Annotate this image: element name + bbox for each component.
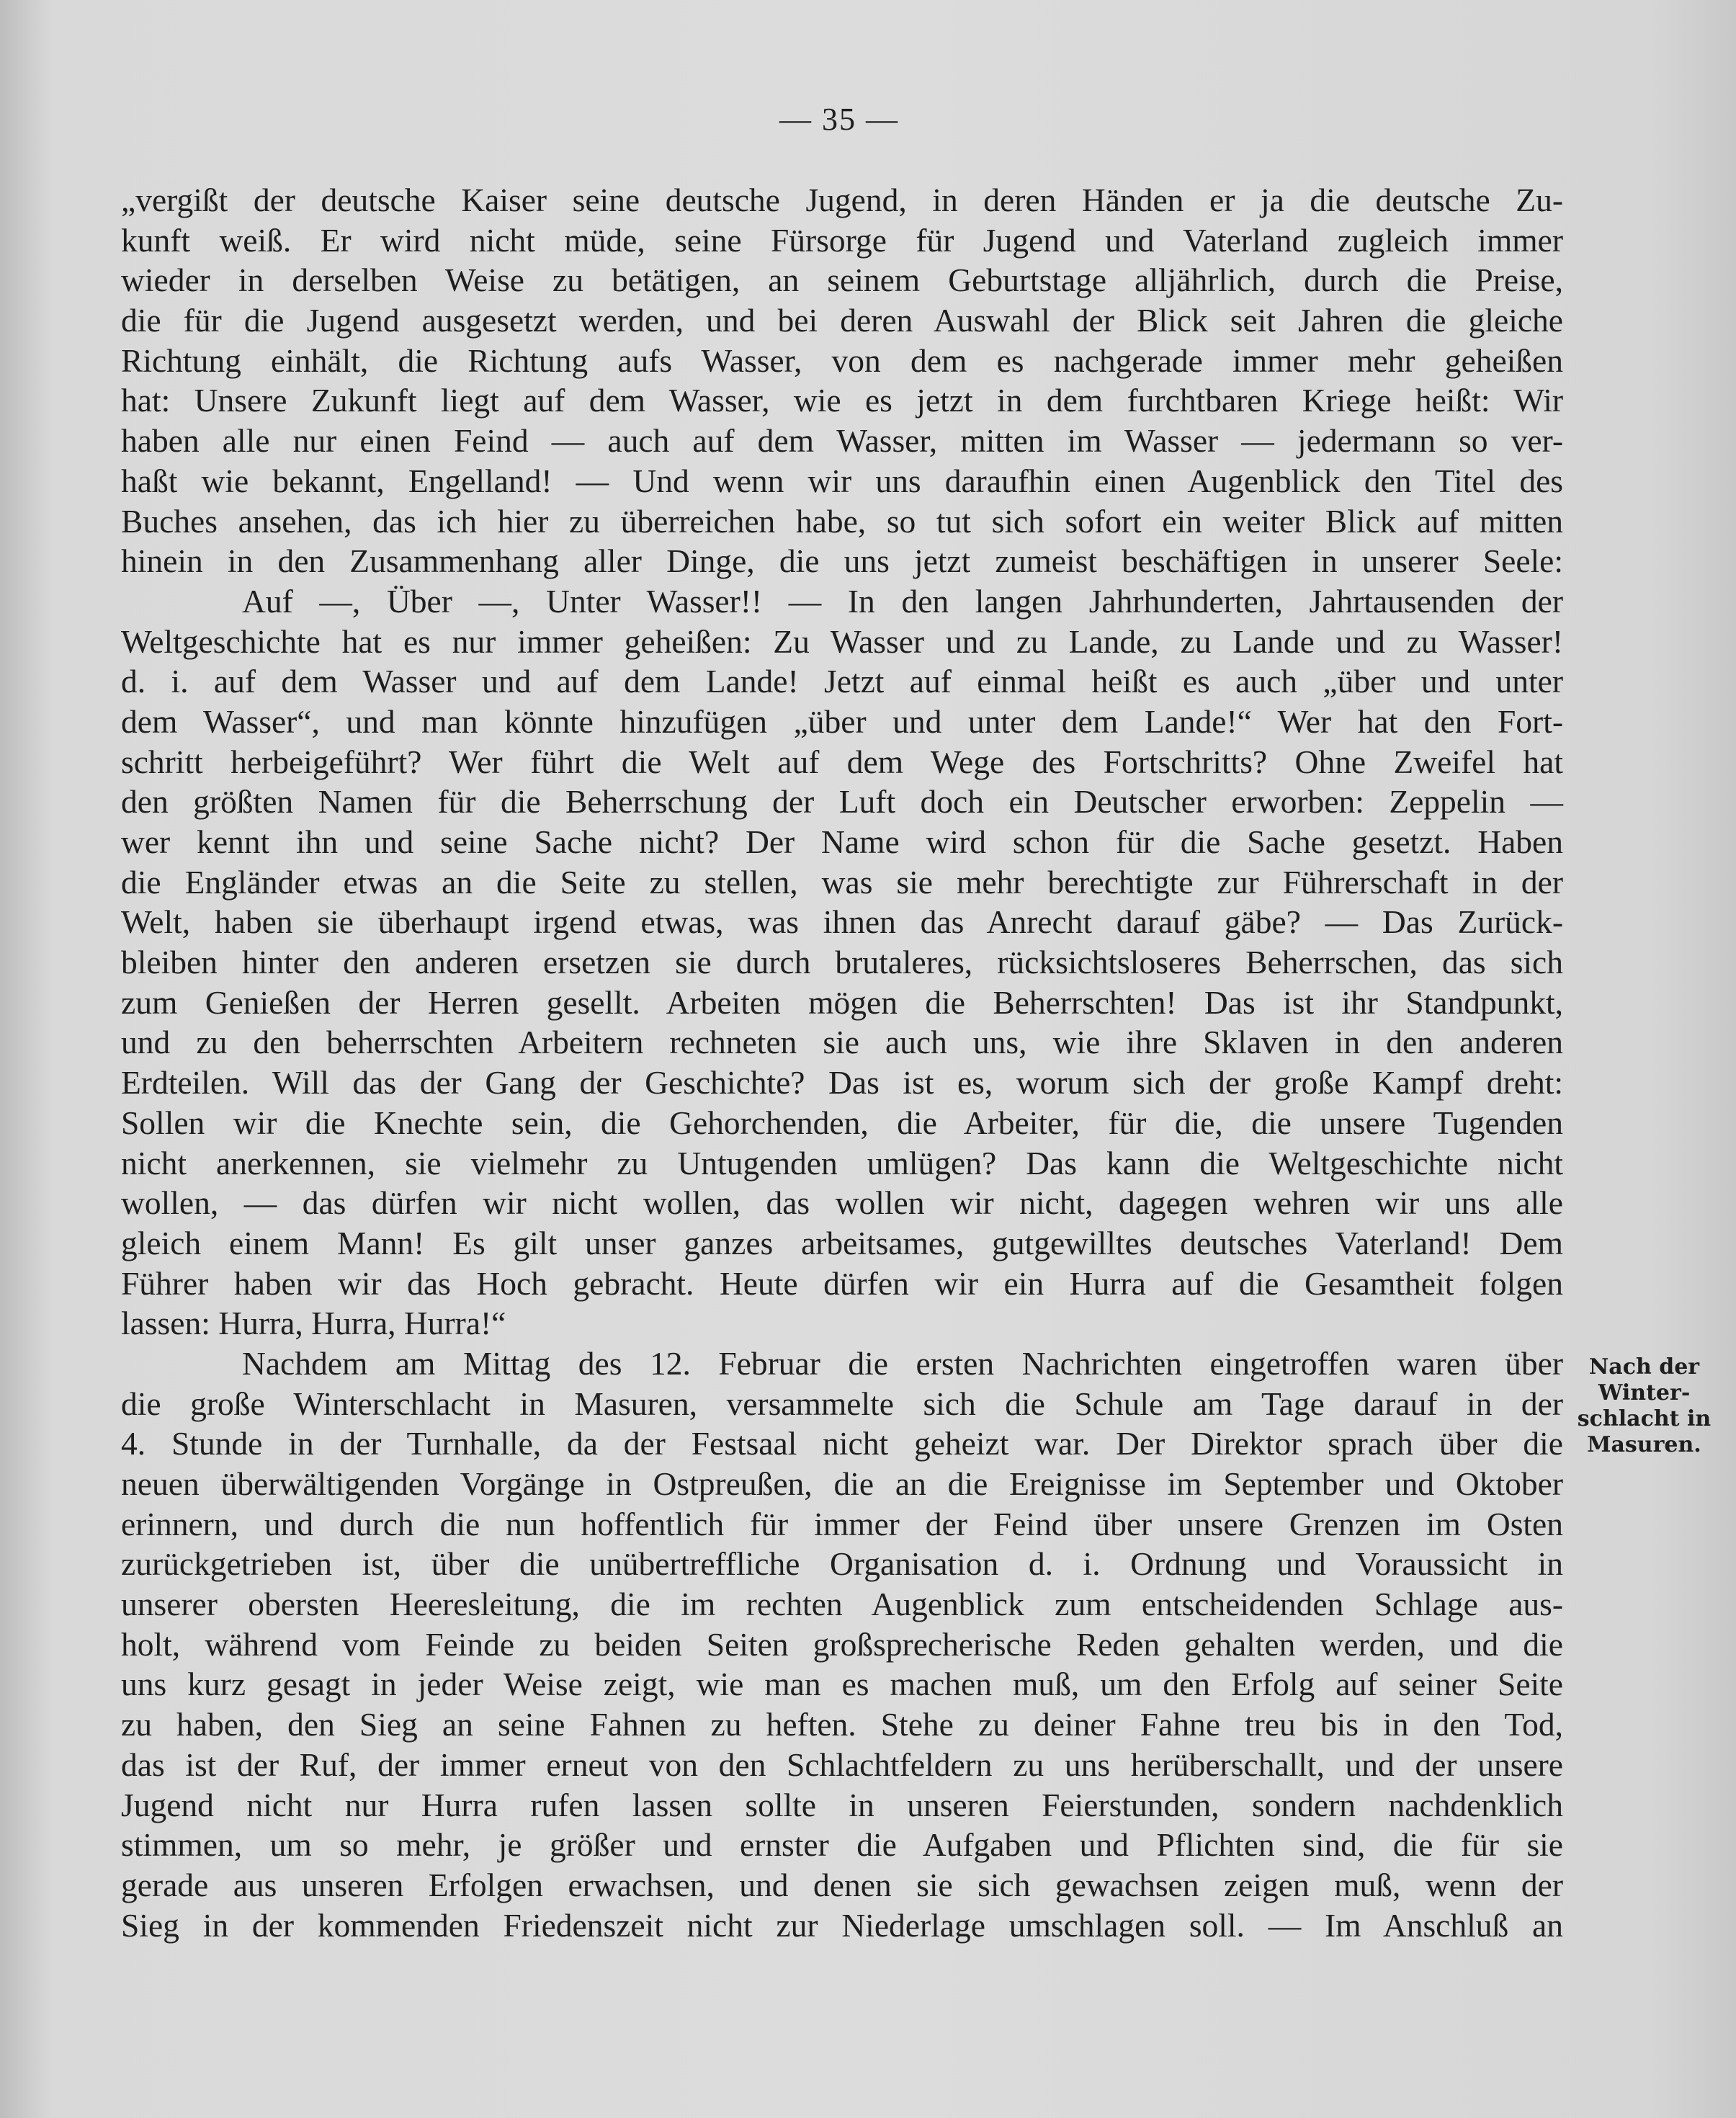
marginal-note-line: Masuren. bbox=[1587, 1432, 1701, 1457]
text-line: Richtung einhält, die Richtung aufs Wasser, von dem es nachgerade immer mehr geheißen bbox=[121, 341, 1563, 379]
text-line: Jugend nicht nur Hurra rufen lassen sollte in unseren Feierstunden, sondern nachdenklich bbox=[121, 1786, 1563, 1823]
text-line: wer kennt ihn und seine Sache nicht? Der Name wird schon für die Sache gesetzt. Haben bbox=[121, 823, 1563, 860]
text-line: wollen, — das dürfen wir nicht wollen, das wollen wir nicht, dagegen wehren wir uns alle bbox=[121, 1184, 1563, 1222]
text-line: gerade aus unseren Erfolgen erwachsen, und denen sie sich gewachsen zeigen muß, wenn der bbox=[121, 1866, 1563, 1903]
text-line: zurückgetrieben ist, über die unübertreffliche Organisation d. i. Ordnung und Voraussicht in bbox=[121, 1545, 1563, 1583]
text-line: uns kurz gesagt in jeder Weise zeigt, wie man es machen muß, um den Erfolg auf seiner Seite bbox=[121, 1666, 1563, 1703]
text-line: hinein in den Zusammenhang aller Dinge, die uns jetzt zumeist beschäftigen in unserer Seele: bbox=[121, 542, 1563, 580]
text-line: Welt, haben sie überhaupt irgend etwas, was ihnen das Anrecht darauf gäbe? — Das Zurück- bbox=[121, 903, 1563, 941]
text-line: Führer haben wir das Hoch gebracht. Heute dürfen wir ein Hurra auf die Gesamtheit folgen bbox=[121, 1264, 1563, 1302]
text-line: die Engländer etwas an die Seite zu stellen, was sie mehr berechtigte zur Führerschaft in der bbox=[121, 863, 1563, 901]
text-line: 4. Stunde in der Turnhalle, da der Festsaal nicht geheizt war. Der Direktor sprach über die bbox=[121, 1425, 1563, 1462]
text-line: holt, während vom Feinde zu beiden Seiten großsprecherische Reden gehalten werden, und die bbox=[121, 1625, 1563, 1663]
marginal-note-line: Winter- bbox=[1598, 1380, 1691, 1406]
text-line: „vergißt der deutsche Kaiser seine deutsche Jugend, in deren Händen er ja die deutsche Zu- bbox=[121, 182, 1563, 218]
text-line: den größten Namen für die Beherrschung der Luft doch ein Deutscher erworben: Zeppelin — bbox=[121, 783, 1563, 821]
text-line: stimmen, um so mehr, je größer und ernster die Aufgaben und Pflichten sind, die für sie bbox=[121, 1826, 1563, 1864]
text-line: zum Genießen der Herren gesellt. Arbeiten mögen die Beherrschten! Das ist ihr Standpunkt, bbox=[121, 983, 1563, 1021]
marginal-note-line: Nach der bbox=[1588, 1354, 1700, 1380]
text-line: haßt wie bekannt, Engelland! — Und wenn wir uns daraufhin einen Augenblick den Titel des bbox=[121, 462, 1563, 499]
body-text bbox=[121, 180, 1563, 1945]
text-line: unserer obersten Heeresleitung, die im rechten Augenblick zum entscheidenden Schlage aus- bbox=[121, 1586, 1563, 1623]
text-line: Sieg in der kommenden Friedenszeit nicht zur Niederlage umschlagen soll. — Im Anschluß an bbox=[121, 1906, 1563, 1944]
text-line: lassen: Hurra, Hurra, Hurra!“ bbox=[121, 1305, 506, 1342]
text-line: schritt herbeigeführt? Wer führt die Welt auf dem Wege des Fortschritts? Ohne Zweifel hat bbox=[121, 743, 1563, 780]
text-line: haben alle nur einen Feind — auch auf dem Wasser, mitten im Wasser — jedermann so ver- bbox=[121, 422, 1563, 460]
paragraph-2 bbox=[121, 581, 1563, 1344]
text-line: gleich einem Mann! Es gilt unser ganzes arbeitsames, gutgewilltes deutsches Vaterland! Dem bbox=[121, 1224, 1563, 1261]
text-line: hat: Unsere Zukunft liegt auf dem Wasser, wie es jetzt in dem furchtbaren Kriege heißt: Wir bbox=[121, 382, 1563, 419]
text-line: Sollen wir die Knechte sein, die Gehorchenden, die Arbeiter, für die, die unsere Tugenden bbox=[121, 1104, 1563, 1141]
marginal-note-line: schlacht in bbox=[1577, 1406, 1712, 1431]
text-line: Weltgeschichte hat es nur immer geheißen: Zu Wasser und zu Lande, zu Lande und zu Wasser! bbox=[121, 622, 1563, 660]
paragraph-3 bbox=[121, 1344, 1563, 1945]
paragraph-1 bbox=[121, 180, 1563, 581]
text-line: die große Winterschlacht in Masuren, versammelte sich die Schule am Tage darauf in der bbox=[121, 1385, 1563, 1422]
page-number: — 35 — bbox=[779, 102, 899, 137]
text-line: Nachdem am Mittag des 12. Februar die ersten Nachrichten eingetroffen waren über bbox=[242, 1344, 1563, 1382]
text-line: bleiben hinter den anderen ersetzen sie durch brutaleres, rücksichtsloseres Beherrschen, das sich bbox=[121, 944, 1563, 981]
marginal-note bbox=[1567, 1354, 1722, 1458]
text-line: zu haben, den Sieg an seine Fahnen zu heften. Stehe zu deiner Fahne treu bis in den Tod, bbox=[121, 1706, 1563, 1743]
text-line: erinnern, und durch die nun hoffentlich für immer der Feind über unsere Grenzen im Osten bbox=[121, 1505, 1563, 1542]
text-line: Erdteilen. Will das der Gang der Geschichte? Das ist es, worum sich der große Kampf dreht: bbox=[121, 1064, 1563, 1102]
text-line: d. i. auf dem Wasser und auf dem Lande! Jetzt auf einmal heißt es auch „über und unter bbox=[121, 663, 1563, 700]
text-line: das ist der Ruf, der immer erneut von den Schlachtfeldern zu uns herüberschallt, und der unsere bbox=[121, 1746, 1563, 1783]
text-line: kunft weiß. Er wird nicht müde, seine Fürsorge für Jugend und Vaterland zugleich immer bbox=[121, 221, 1563, 259]
text-line: wieder in derselben Weise zu betätigen, an seinem Geburtstage alljährlich, durch die Preise, bbox=[121, 262, 1563, 299]
text-line: Buches ansehen, das ich hier zu überreichen habe, so tut sich sofort ein weiter Blick auf mitten bbox=[121, 502, 1563, 540]
text-line: nicht anerkennen, sie vielmehr zu Untugenden umlügen? Das kann die Weltgeschichte nicht bbox=[121, 1144, 1563, 1181]
text-line: dem Wasser“, und man könnte hinzufügen „über und unter dem Lande!“ Wer hat den Fort- bbox=[121, 702, 1563, 740]
text-line: neuen überwältigenden Vorgänge in Ostpreußen, die an die Ereignisse im September und Oktober bbox=[121, 1465, 1563, 1502]
text-line: und zu den beherrschten Arbeitern rechneten sie auch uns, wie ihre Sklaven in den anderen bbox=[121, 1024, 1563, 1061]
text-line: die für die Jugend ausgesetzt werden, und bei deren Auswahl der Blick seit Jahren die gleiche bbox=[121, 302, 1563, 339]
text-line: Auf —, Über —, Unter Wasser!! — In den langen Jahrhunderten, Jahrtausenden der bbox=[242, 582, 1563, 620]
